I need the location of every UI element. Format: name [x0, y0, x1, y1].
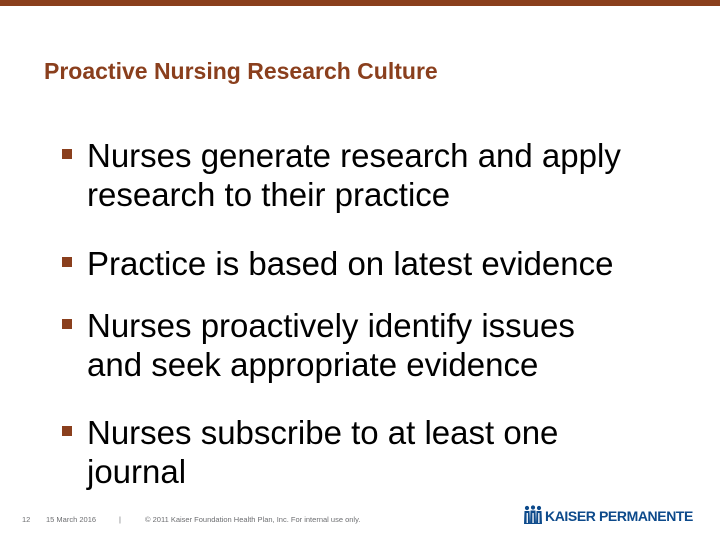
logo-wordmark: KAISER PERMANENTE — [545, 508, 693, 524]
kaiser-permanente-logo — [522, 505, 708, 527]
footer-separator: | — [119, 515, 121, 524]
bullet-line: research to their practice — [87, 176, 451, 213]
kaiser-permanente-symbol-icon — [522, 505, 544, 525]
bullet-text — [87, 306, 575, 384]
footer-copyright: © 2011 Kaiser Foundation Health Plan, Inc. For internal use only. — [145, 515, 361, 524]
bullet-line: journal — [87, 453, 187, 490]
bullet-line: Nurses proactively identify issues — [87, 307, 575, 344]
bullet-text — [87, 413, 558, 491]
bullet-line: Nurses generate research and apply — [87, 137, 621, 174]
footer-date: 15 March 2016 — [46, 515, 97, 524]
bullet-square-icon — [62, 149, 72, 159]
slide-title: Proactive Nursing Research Culture — [44, 58, 438, 84]
bullet-line: and seek appropriate evidence — [87, 346, 539, 383]
bullet-text — [87, 136, 621, 214]
bullet-square-icon — [62, 426, 72, 436]
bullet-square-icon — [62, 257, 72, 267]
page-number: 12 — [22, 515, 31, 524]
bullet-line: Practice is based on latest evidence — [87, 245, 614, 282]
bullet-text — [87, 244, 613, 283]
bullet-square-icon — [62, 319, 72, 329]
bullet-line: Nurses subscribe to at least one — [87, 414, 559, 451]
